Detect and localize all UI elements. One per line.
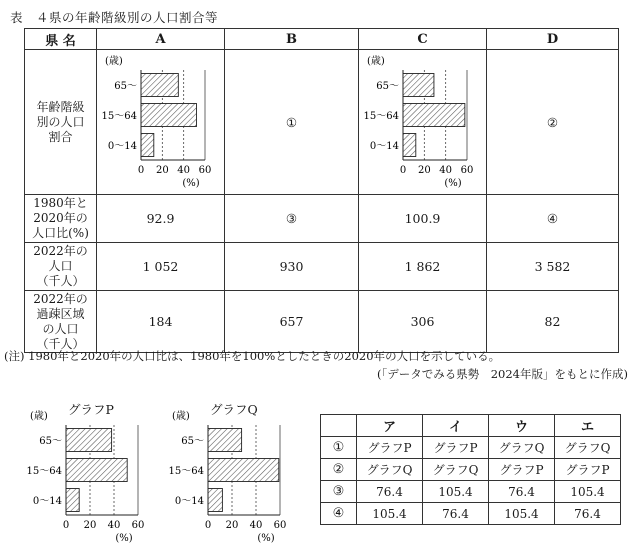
table-row-ratio-1980-2020	[25, 195, 619, 243]
options-row-1	[321, 437, 621, 459]
bar-working-age	[403, 104, 465, 127]
y-unit-label: (歳)	[366, 56, 385, 67]
y-unit-label: (歳)	[104, 56, 123, 67]
x-tick-label: 0	[399, 165, 406, 176]
bar-elderly	[141, 74, 178, 97]
option-header-u: ウ	[489, 415, 555, 437]
x-tick-label: 60	[460, 165, 473, 176]
x-tick-label: 60	[198, 165, 211, 176]
bar-youth	[66, 489, 79, 512]
category-label: 65～	[375, 81, 399, 92]
table-row-depop-2022	[25, 291, 619, 353]
option-header-a: ア	[357, 415, 423, 437]
cell-d-depop: 82	[487, 291, 619, 353]
age-chart-c	[363, 50, 483, 190]
cell-a-depop: 184	[97, 291, 225, 353]
options-row-2	[321, 459, 621, 481]
row-label-pop: 2022年の 人口 （千人）	[25, 243, 97, 291]
cell-d-age-ratio: ②	[487, 50, 619, 195]
options-cell: グラフP	[555, 459, 621, 481]
cell-d-ratio: ④	[487, 195, 619, 243]
graph-q-title: グラフQ	[210, 402, 258, 417]
options-cell: 105.4	[489, 503, 555, 525]
bar-youth	[403, 134, 416, 157]
options-row-label: ③	[321, 481, 357, 503]
x-tick-label: 20	[83, 520, 97, 531]
options-cell: グラフQ	[357, 459, 423, 481]
x-tick-label: 0	[137, 165, 144, 176]
bar-working-age	[66, 459, 127, 482]
options-cell: グラフQ	[555, 437, 621, 459]
cell-a-ratio: 92.9	[97, 195, 225, 243]
bar-elderly	[66, 429, 112, 452]
options-row-label: ①	[321, 437, 357, 459]
age-chart-a	[101, 50, 221, 190]
header-pref-c: C	[359, 29, 487, 50]
options-row-label: ②	[321, 459, 357, 481]
cell-c-depop: 306	[359, 291, 487, 353]
category-label: 15～64	[363, 111, 399, 122]
x-unit-label: (%)	[181, 178, 200, 189]
x-tick-label: 20	[155, 165, 169, 176]
x-tick-label: 40	[249, 520, 263, 531]
bar-working-age	[208, 459, 279, 482]
x-tick-label: 0	[204, 520, 212, 531]
category-label: 15～64	[168, 466, 204, 477]
bar-youth	[208, 489, 222, 512]
options-cell: 105.4	[357, 503, 423, 525]
cell-a-pop: 1 052	[97, 243, 225, 291]
x-tick-label: 40	[438, 165, 452, 176]
y-unit-label: (歳)	[30, 411, 48, 422]
options-cell: 105.4	[555, 481, 621, 503]
category-label: 15～64	[101, 111, 137, 122]
x-unit-label: (%)	[115, 533, 133, 544]
category-label: 0～14	[32, 496, 62, 507]
options-row-4	[321, 503, 621, 525]
option-header-i: イ	[423, 415, 489, 437]
option-header-e: エ	[555, 415, 621, 437]
cell-d-pop: 3 582	[487, 243, 619, 291]
x-tick-label: 60	[131, 520, 145, 531]
header-pref-b: B	[225, 29, 359, 50]
graph-q-chart	[160, 405, 310, 555]
prefecture-table	[24, 28, 619, 353]
cell-a-age-chart	[97, 50, 225, 195]
y-unit-label: (歳)	[172, 411, 190, 422]
bar-elderly	[208, 429, 242, 452]
options-header-row	[321, 415, 621, 437]
row-label-ratio: 1980年と 2020年の 人口比(%)	[25, 195, 97, 243]
x-unit-label: (%)	[443, 178, 462, 189]
header-prefecture-label: 県 名	[25, 29, 97, 50]
options-cell: 76.4	[357, 481, 423, 503]
cell-c-age-chart	[359, 50, 487, 195]
x-unit-label: (%)	[257, 533, 275, 544]
bar-youth	[141, 134, 154, 157]
x-tick-label: 20	[417, 165, 431, 176]
bar-elderly	[403, 74, 434, 97]
category-label: 65～	[181, 436, 204, 447]
options-row-3	[321, 481, 621, 503]
graph-p-title: グラフP	[68, 402, 114, 417]
options-cell: グラフP	[489, 459, 555, 481]
cell-b-pop: 930	[225, 243, 359, 291]
bar-working-age	[141, 104, 196, 127]
options-cell: グラフP	[423, 437, 489, 459]
x-tick-label: 60	[273, 520, 287, 531]
graph-p-chart	[18, 405, 168, 555]
options-row-label: ④	[321, 503, 357, 525]
category-label: 15～64	[26, 466, 62, 477]
options-cell: 105.4	[423, 481, 489, 503]
cell-c-ratio: 100.9	[359, 195, 487, 243]
table-header-row	[25, 29, 619, 50]
category-label: 65～	[113, 81, 137, 92]
header-pref-d: D	[487, 29, 619, 50]
x-tick-label: 40	[107, 520, 121, 531]
x-tick-label: 0	[62, 520, 70, 531]
row-label-depop: 2022年の 過疎区域 の人口 （千人）	[25, 291, 97, 353]
source-citation: (「データでみる県勢 2024年版」をもとに作成)	[377, 367, 628, 381]
options-cell: グラフQ	[489, 437, 555, 459]
options-cell: 76.4	[555, 503, 621, 525]
x-tick-label: 20	[225, 520, 239, 531]
options-cell: 76.4	[489, 481, 555, 503]
header-pref-a: A	[97, 29, 225, 50]
cell-c-pop: 1 862	[359, 243, 487, 291]
category-label: 0～14	[107, 141, 137, 152]
answer-options-table	[320, 414, 621, 525]
table-note: (注) 1980年と2020年の人口比は、1980年を100%としたときの2020年の人口を示している。	[4, 349, 501, 363]
options-corner	[321, 415, 357, 437]
options-cell: 76.4	[423, 503, 489, 525]
table-row-pop-2022	[25, 243, 619, 291]
table-caption: 表 ４県の年齢階級別の人口割合等	[10, 10, 219, 25]
category-label: 0～14	[369, 141, 399, 152]
category-label: 0～14	[174, 496, 204, 507]
cell-b-ratio: ③	[225, 195, 359, 243]
category-label: 65～	[39, 436, 62, 447]
row-label-age-ratio: 年齢階級 別の人口 割合	[25, 50, 97, 195]
cell-b-age-ratio: ①	[225, 50, 359, 195]
table-row-age-ratio	[25, 50, 619, 195]
options-cell: グラフP	[357, 437, 423, 459]
options-cell: グラフQ	[423, 459, 489, 481]
cell-b-depop: 657	[225, 291, 359, 353]
x-tick-label: 40	[176, 165, 190, 176]
